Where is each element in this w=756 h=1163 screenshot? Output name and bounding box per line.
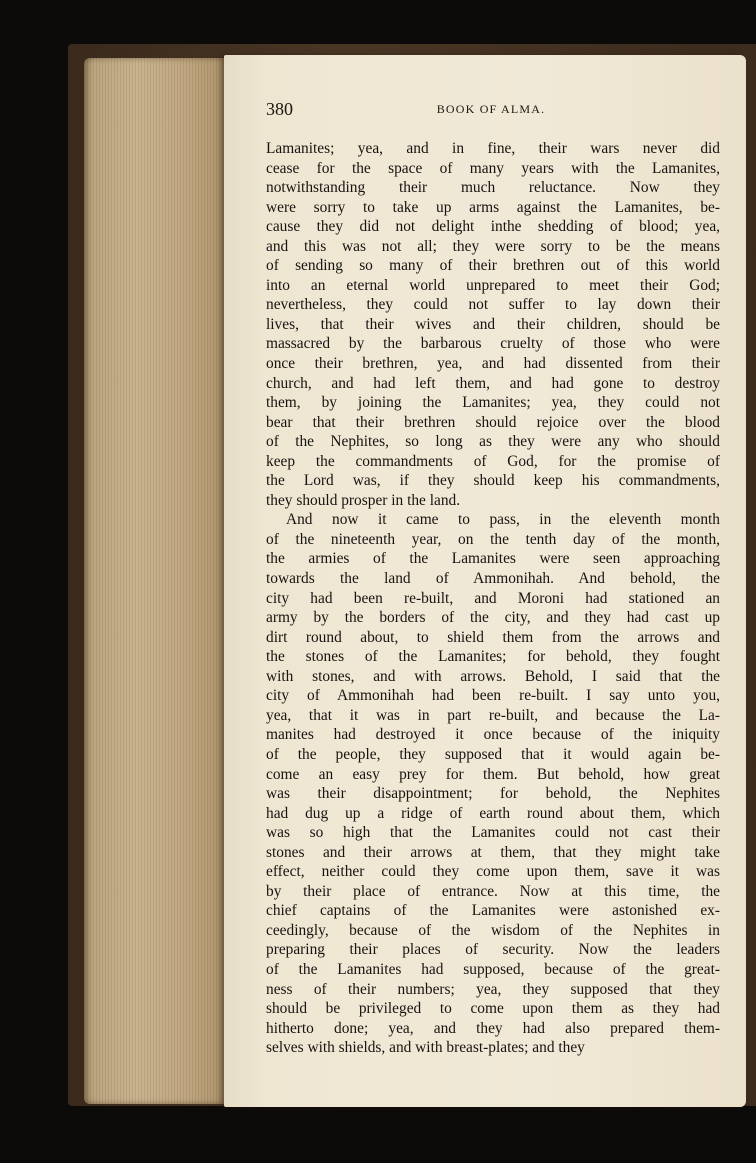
text-line: yea, that it was in part re-built, and because the La-: [266, 706, 720, 724]
text-line: chief captains of the Lamanites were astonished ex-: [266, 902, 720, 920]
text-line: and this was not all; they were sorry to be the means: [266, 237, 720, 255]
text-line: nevertheless, they could not suffer to lay down their: [266, 296, 720, 314]
page-edges: [84, 58, 234, 1104]
text-line: selves with shields, and with breast-plates; and they: [266, 1039, 585, 1057]
text-line: army by the borders of the city, and they had cast up: [266, 609, 720, 627]
text-line: hitherto done; yea, and they had also prepared them-: [266, 1019, 720, 1037]
text-line: the armies of the Lamanites were seen approaching: [266, 550, 720, 568]
text-line: by their place of entrance. Now at this time, the: [266, 882, 720, 900]
page-number: 380: [266, 99, 293, 119]
text-line: the stones of the Lamanites; for behold, they fought: [266, 648, 720, 666]
text-line: once their brethren, yea, and had dissented from their: [266, 355, 720, 373]
text-line: Lamanites; yea, and in fine, their wars never did: [266, 140, 720, 157]
text-line: city had been re-built, and Moroni had stationed an: [266, 589, 720, 607]
page-header: [266, 99, 716, 121]
text-line: church, and had left them, and had gone to destroy: [266, 374, 720, 392]
text-line: them, by joining the Lamanites; yea, they could not: [266, 394, 720, 412]
book-page: [224, 55, 746, 1107]
text-line: effect, neither could they come upon them, save it was: [266, 863, 720, 881]
text-line: towards the land of Ammonihah. And behold, the: [266, 570, 720, 588]
text-line: come an easy prey for them. But behold, how great: [266, 765, 720, 783]
text-line: cause they did not delight inthe shedding of blood; yea,: [266, 218, 720, 236]
text-line: stones and their arrows at them, that they might take: [266, 843, 720, 861]
text-line: should be privileged to come upon them as they had: [266, 1000, 720, 1018]
text-line: ceedingly, because of the wisdom of the Nephites in: [266, 921, 720, 939]
text-line: of the people, they supposed that it would again be-: [266, 745, 720, 763]
page-body-text: [266, 139, 720, 1058]
text-line: had dug up a ridge of earth round about them, which: [266, 804, 720, 822]
text-line: was so high that the Lamanites could not cast their: [266, 824, 720, 842]
text-line: cease for the space of many years with the Lamanites,: [266, 159, 720, 177]
text-line: into an eternal world unprepared to meet their God;: [266, 276, 720, 294]
text-line: preparing their places of security. Now the leaders: [266, 941, 720, 959]
text-line: of the Lamanites had supposed, because of the great-: [266, 960, 720, 978]
text-line: lives, that their wives and their children, should be: [266, 315, 720, 333]
text-line: bear that their brethren should rejoice over the blood: [266, 413, 720, 431]
text-line: ness of their numbers; yea, they supposed that they: [266, 980, 720, 998]
text-line: notwithstanding their much reluctance. Now they: [266, 179, 720, 197]
running-head: BOOK OF ALMA.: [436, 102, 546, 116]
text-line: were sorry to take up arms against the Lamanites, be-: [266, 198, 720, 216]
text-line: keep the commandments of God, for the promise of: [266, 452, 720, 470]
text-line: they should prosper in the land.: [266, 491, 461, 509]
text-line: the Lord was, if they should keep his commandments,: [266, 472, 720, 490]
text-line: was their disappointment; for behold, the Nephites: [266, 785, 720, 803]
text-line: of sending so many of their brethren out of this world: [266, 257, 720, 275]
text-line: of the nineteenth year, on the tenth day of the month,: [266, 530, 720, 548]
text-line: with stones, and with arrows. Behold, I said that the: [266, 667, 720, 685]
text-line: massacred by the barbarous cruelty of those who were: [266, 335, 720, 353]
text-line: manites had destroyed it once because of the iniquity: [266, 726, 720, 744]
text-line: And now it came to pass, in the eleventh month: [286, 511, 720, 529]
text-line: of the Nephites, so long as they were any who should: [266, 433, 720, 451]
text-line: dirt round about, to shield them from the arrows and: [266, 628, 720, 646]
text-line: city of Ammonihah had been re-built. I say unto you,: [266, 687, 720, 705]
